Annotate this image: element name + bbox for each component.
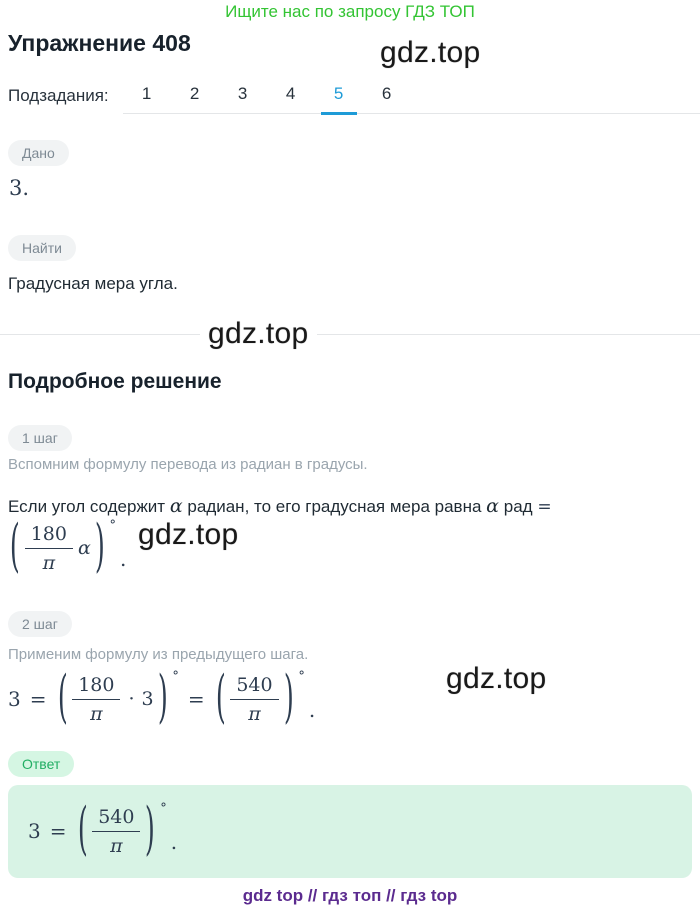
factor: 3: [141, 688, 154, 710]
degree-symbol: °: [298, 669, 305, 684]
answer-badge: Ответ: [8, 751, 74, 777]
watermark: gdz.top: [200, 317, 317, 352]
paren-open: (: [9, 513, 20, 581]
paren-open: (: [57, 664, 68, 732]
find-badge: Найти: [8, 235, 76, 261]
subtasks-bar: [8, 84, 700, 114]
paren-close: ): [145, 796, 156, 864]
page-title: Упражнение 408: [8, 30, 191, 56]
tab-subtask-2[interactable]: 2: [189, 84, 200, 103]
step2-badge: 2 шаг: [8, 611, 72, 637]
step2-formula: [8, 666, 315, 732]
paren-open: (: [77, 796, 88, 864]
answer-box: [8, 785, 692, 878]
degree-symbol: °: [172, 669, 179, 684]
step1-formula: [8, 515, 126, 581]
sentence-part: Если угол содержит: [8, 497, 166, 516]
watermark: gdz.top: [372, 36, 489, 71]
multiplication-dot: ·: [128, 688, 135, 710]
given-value: 3.: [9, 176, 30, 200]
paren-close: ): [283, 664, 294, 732]
promo-banner: Ищите нас по запросу ГДЗ ТОП: [225, 2, 475, 21]
alpha-symbol: α: [486, 495, 499, 517]
fraction-denominator: π: [110, 834, 123, 857]
fraction-denominator: π: [90, 702, 103, 725]
step1-sentence: [8, 495, 552, 517]
degree-symbol: °: [109, 518, 117, 533]
lhs: 3: [8, 687, 21, 711]
period: .: [170, 830, 178, 854]
fraction: [25, 523, 73, 574]
period: .: [120, 547, 127, 571]
footer-keywords: gdz top // гдз топ // гдз top: [242, 886, 458, 905]
subtasks-label: Подзадания:: [8, 86, 109, 105]
subtask-tabs: [123, 84, 700, 114]
paren-close: ): [157, 664, 168, 732]
fraction-numerator: 180: [72, 674, 120, 700]
answer-formula: [28, 798, 177, 864]
fraction-numerator: 540: [92, 806, 140, 832]
sentence-part: рад: [503, 497, 533, 516]
watermark: gdz.top: [130, 518, 247, 553]
equals-sign: =: [49, 819, 67, 843]
sentence-part: радиан, то его градусная мера равна: [187, 497, 482, 516]
alpha-factor: α: [77, 537, 91, 559]
equals-sign: =: [29, 687, 47, 711]
fraction: [92, 806, 140, 857]
tab-subtask-5-active[interactable]: 5: [321, 84, 357, 115]
fraction: [72, 674, 120, 725]
paren-open: (: [215, 664, 226, 732]
fraction-denominator: π: [42, 551, 56, 574]
fraction-numerator: 180: [25, 523, 73, 549]
step1-badge: 1 шаг: [8, 425, 72, 451]
equals-sign: =: [187, 687, 205, 711]
step2-note: Применим формулу из предыдущего шага.: [8, 646, 309, 663]
tab-subtask-1[interactable]: 1: [141, 84, 152, 103]
tab-subtask-4[interactable]: 4: [285, 84, 296, 103]
step1-note: Вспомним формулу перевода из радиан в градусы.: [8, 456, 368, 473]
fraction-numerator: 540: [230, 674, 278, 700]
fraction: [230, 674, 278, 725]
period: .: [308, 698, 316, 722]
section-divider: [0, 334, 700, 335]
watermark: gdz.top: [438, 662, 555, 697]
alpha-symbol: α: [169, 495, 183, 517]
fraction-denominator: π: [248, 702, 261, 725]
tab-subtask-3[interactable]: 3: [237, 84, 248, 103]
lhs: 3: [28, 819, 41, 843]
given-badge: Дано: [8, 140, 69, 166]
find-value: Градусная мера угла.: [8, 274, 178, 293]
solution-title: Подробное решение: [8, 370, 222, 393]
equals-sign: =: [537, 497, 552, 517]
tab-subtask-6[interactable]: 6: [381, 84, 392, 103]
degree-symbol: °: [160, 801, 167, 816]
paren-close: ): [94, 513, 105, 581]
